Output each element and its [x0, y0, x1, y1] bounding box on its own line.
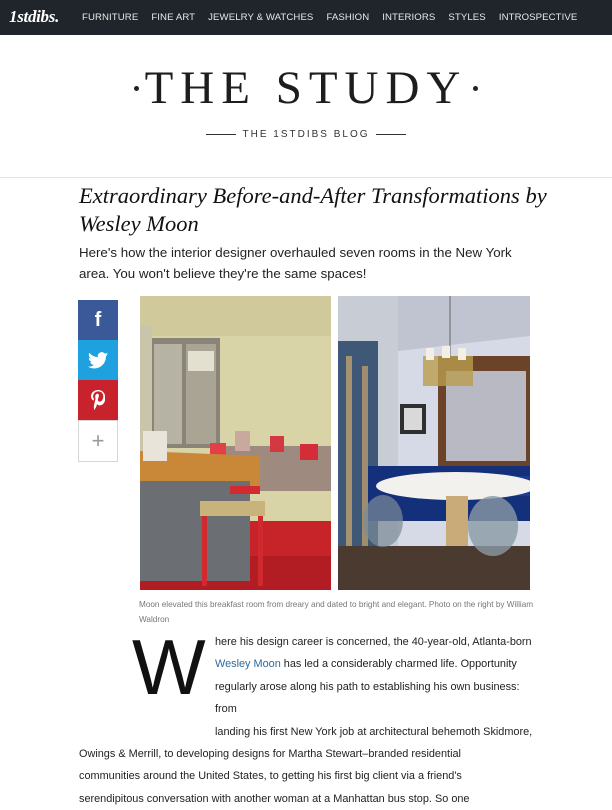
- nav-link-fine-art[interactable]: FINE ART: [151, 12, 196, 23]
- more-share-button[interactable]: [78, 420, 118, 462]
- wesley-moon-link[interactable]: Wesley Moon: [215, 658, 281, 671]
- nav-links: [82, 0, 577, 35]
- before-photo-image: [140, 296, 331, 590]
- facebook-share-button[interactable]: [78, 300, 118, 340]
- plus-icon: +: [91, 428, 105, 453]
- title-dot-left: [134, 86, 139, 91]
- divider-right: [376, 134, 406, 135]
- body-line-4: landing his first New York job at architectural behemoth Skidmore,: [215, 725, 533, 738]
- pinterest-icon: [91, 390, 105, 410]
- body-line-1: here his design career is concerned, the 40-year-old, Atlanta-born: [215, 636, 532, 648]
- article-body: [79, 631, 534, 810]
- article-dek: Here's how the interior designer overhauled seven rooms in the New York area. You won't believe they're the same spaces!: [79, 245, 512, 281]
- photo-caption: Moon elevated this breakfast room from dreary and dated to bright and elegant. Photo on the right by William Waldron: [139, 600, 534, 624]
- pinterest-share-button[interactable]: [78, 380, 118, 420]
- top-nav: [0, 0, 612, 35]
- twitter-share-button[interactable]: [78, 340, 118, 380]
- body-line-7: serendipitous conversation with another woman at a Manhattan bus stop. So one: [79, 792, 470, 805]
- nav-link-jewelry-watches[interactable]: JEWELRY & WATCHES: [208, 12, 314, 23]
- blog-subtitle-row: [0, 129, 612, 140]
- blog-title[interactable]: [0, 61, 612, 115]
- body-line-2: [79, 653, 534, 675]
- divider-left: [206, 134, 236, 135]
- body-line-5: Owings & Merrill, to developing designs for Martha Stewart–branded residential: [79, 748, 461, 761]
- body-line-3: regularly arose along his path to establishing his own business: from: [215, 680, 520, 716]
- site-logo[interactable]: 1stdibs.: [9, 7, 60, 26]
- body-line-6: communities around the United States, to getting his first big client via a friend's: [79, 770, 462, 783]
- after-photo-image: [338, 296, 530, 590]
- nav-link-interiors[interactable]: INTERIORS: [382, 12, 436, 23]
- article-headline: Extraordinary Before-and-After Transformations by Wesley Moon: [79, 183, 547, 236]
- title-dot-right: [473, 86, 478, 91]
- share-bar: [78, 300, 118, 462]
- nav-link-introspective[interactable]: INTROSPECTIVE: [498, 12, 578, 23]
- blog-masthead: [0, 35, 612, 178]
- nav-link-furniture[interactable]: FURNITURE: [82, 12, 139, 23]
- facebook-icon: f: [94, 308, 102, 331]
- nav-link-fashion[interactable]: FASHION: [326, 12, 370, 23]
- after-photo: [338, 296, 530, 590]
- drop-cap: W: [132, 623, 206, 711]
- body-line-2-rest: has led a considerably charmed life. Opportunity: [280, 658, 517, 671]
- blog-subtitle: THE 1STDIBS BLOG: [242, 129, 370, 140]
- blog-title-text: THE STUDY: [144, 62, 468, 114]
- nav-link-styles[interactable]: STYLES: [448, 12, 486, 23]
- before-photo: [140, 296, 331, 590]
- twitter-icon: [88, 352, 108, 369]
